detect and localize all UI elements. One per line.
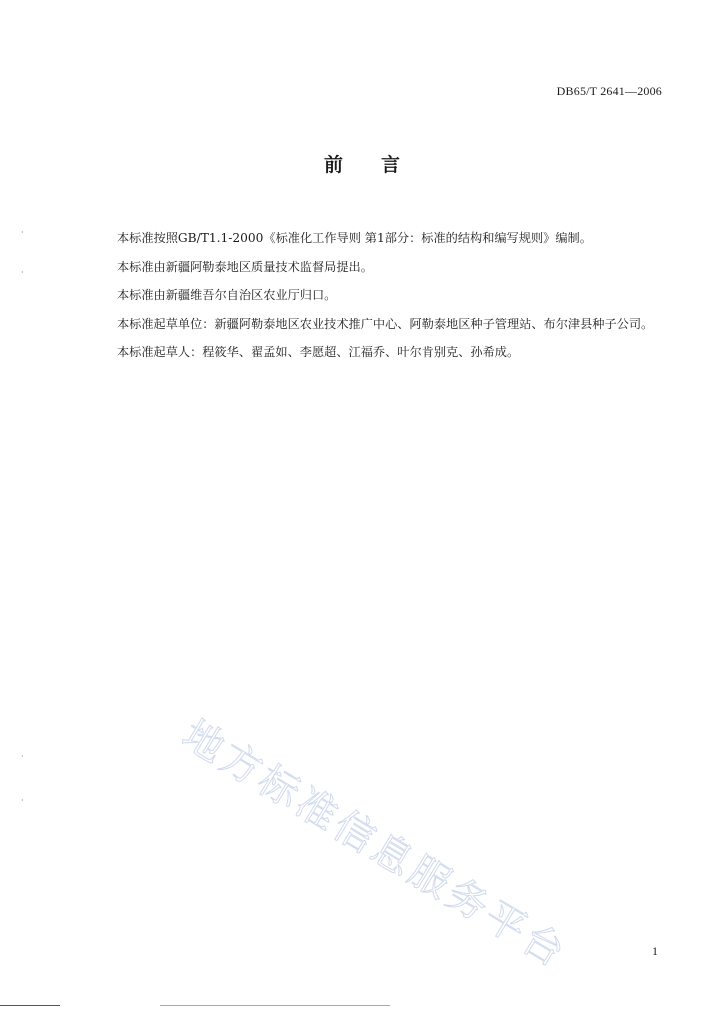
foreword-body (117, 224, 677, 367)
title-char-2: 言 (381, 154, 401, 176)
page-title (0, 150, 724, 177)
page-number: 1 (652, 944, 658, 958)
paragraph-responsible-unit: 本标准由新疆维吾尔自治区农业厅归口。 (117, 288, 337, 302)
scan-mark: · (21, 228, 24, 237)
document-code: DB65/T 2641—2006 (556, 84, 662, 98)
paragraph-drafting-basis: 本标准按照GB/T1.1-2000《标准化工作导则 第1部分：标准的结构和编写规则》编制。 (117, 231, 592, 245)
watermark: 地方标准信息服务平台 (174, 711, 576, 978)
scan-edge-line (0, 1005, 60, 1006)
paragraph-drafters: 本标准起草人：程筱华、翟孟如、李愿超、江福乔、叶尔肯别克、孙希成。 (117, 345, 520, 359)
paragraph-drafting-units: 本标准起草单位：新疆阿勒泰地区农业技术推广中心、阿勒泰地区种子管理站、布尔津县种子公司。 (117, 316, 654, 331)
scan-mark: · (21, 796, 24, 805)
scan-edge-line (160, 1005, 390, 1006)
title-char-1: 前 (323, 154, 343, 176)
scan-mark: · (21, 752, 24, 761)
scan-mark: · (21, 268, 24, 277)
paragraph-proposer: 本标准由新疆阿勒泰地区质量技术监督局提出。 (117, 259, 373, 274)
